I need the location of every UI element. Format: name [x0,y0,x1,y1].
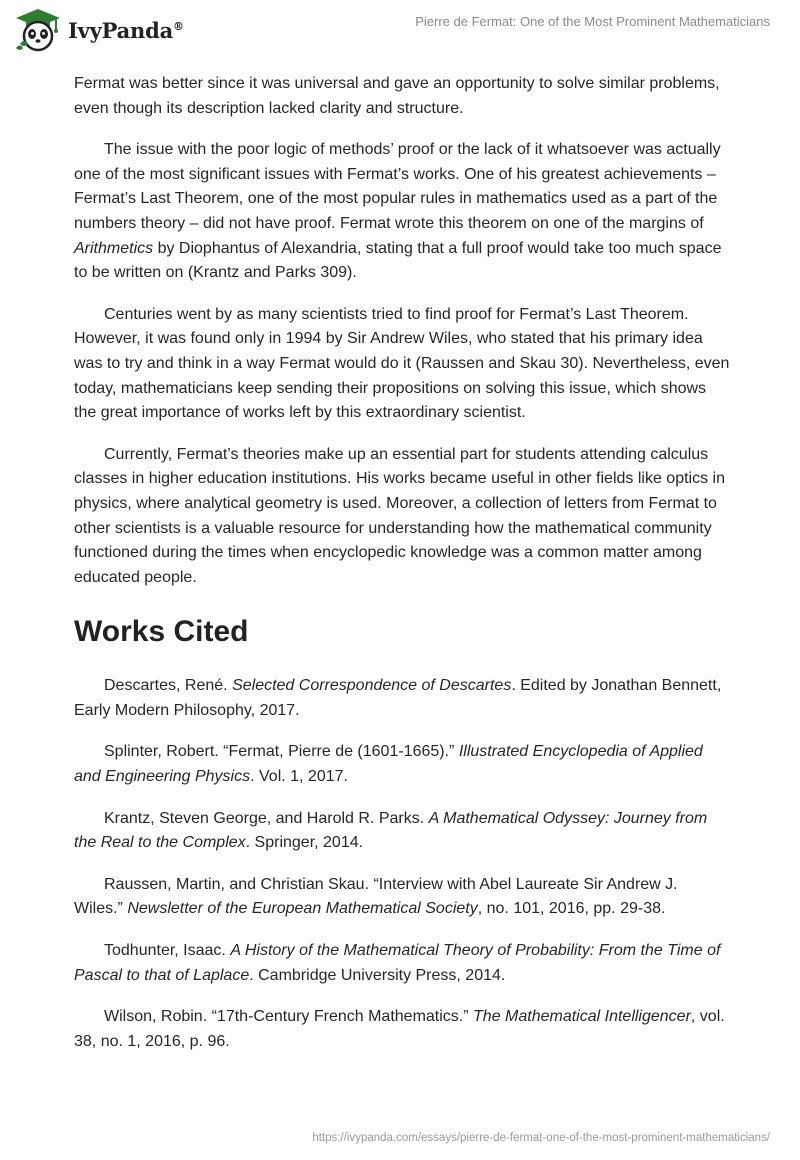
essay-content [74,72,730,1054]
page-header [0,0,800,60]
citation: Wilson, Robin. “17th-Century French Mathematics.” The Mathematical Intelligencer, vol. 38, no. 1, 2016, p. 96. [74,1008,725,1050]
citation: Todhunter, Isaac. A History of the Mathematical Theory of Probability: From the Time of Pascal to that of Laplace. Cambridge University Press, 2014. [74,942,721,984]
paragraph: Currently, Fermat’s theories make up an essential part for students attending calculus classes in higher education institutions. His works became useful in other fields like optics in physics, where analytical geometry is used. Moreover, a collection of letters from Fermat to other scientists is a valuable resource for understanding how the mathematical community functioned during the times when encyclopedic knowledge was a common matter among educated people. [74,445,725,586]
paragraph: Centuries went by as many scientists tried to find proof for Fermat’s Last Theorem. However, it was found only in 1994 by Sir Andrew Wiles, who stated that his primary idea was to try and think in a way Fermat would do it (Raussen and Skau 30). Nevertheless, even today, mathematicians keep sending their propositions on solving this issue, which shows the great importance of works left by this extraordinary scientist. [74,305,730,422]
citation: Raussen, Martin, and Christian Skau. “Interview with Abel Laureate Sir Andrew J. Wiles.” Newsletter of the European Mathematical Society, no. 101, 2016, pp. 29-38. [74,875,678,918]
panda-graduate-icon [14,8,62,52]
ivypanda-logo[interactable] [14,8,184,52]
citation: Splinter, Robert. “Fermat, Pierre de (1601-1665).” Illustrated Encyclopedia of Applied and Engineering Physics. Vol. 1, 2017. [74,743,703,786]
citation: Descartes, René. Selected Correspondence of Descartes. Edited by Jonathan Bennett, Early Modern Philosophy, 2017. [74,677,722,719]
logo-text: IvyPanda® [68,17,184,43]
paragraph: The issue with the poor logic of methods’ proof or the lack of it whatsoever was actually one of the most significant issues with Fermat’s works. One of his greatest achievements – Fermat’s Last Theorem, one of the most popular rules in mathematics used as a part of the numbers theory – did not have proof. Fermat wrote this theorem on one of the margins of Arithmetics by Diophantus of Alexandria, stating that a full proof would take too much space to be written on (Krantz and Parks 309). [74,141,722,282]
source-url-link[interactable]: https://ivypanda.com/essays/pierre-de-fermat-one-of-the-most-prominent-mathematicians/ [312,1132,770,1144]
citation: Krantz, Steven George, and Harold R. Parks. A Mathematical Odyssey: Journey from the Real to the Complex. Springer, 2014. [74,809,708,852]
document-title: Pierre de Fermat: One of the Most Prominent Mathematicians [415,14,770,29]
paragraph: Fermat was better since it was universal and gave an opportunity to solve similar problems, even though its description lacked clarity and structure. [74,75,720,117]
works-cited-heading: Works Cited [74,615,249,649]
